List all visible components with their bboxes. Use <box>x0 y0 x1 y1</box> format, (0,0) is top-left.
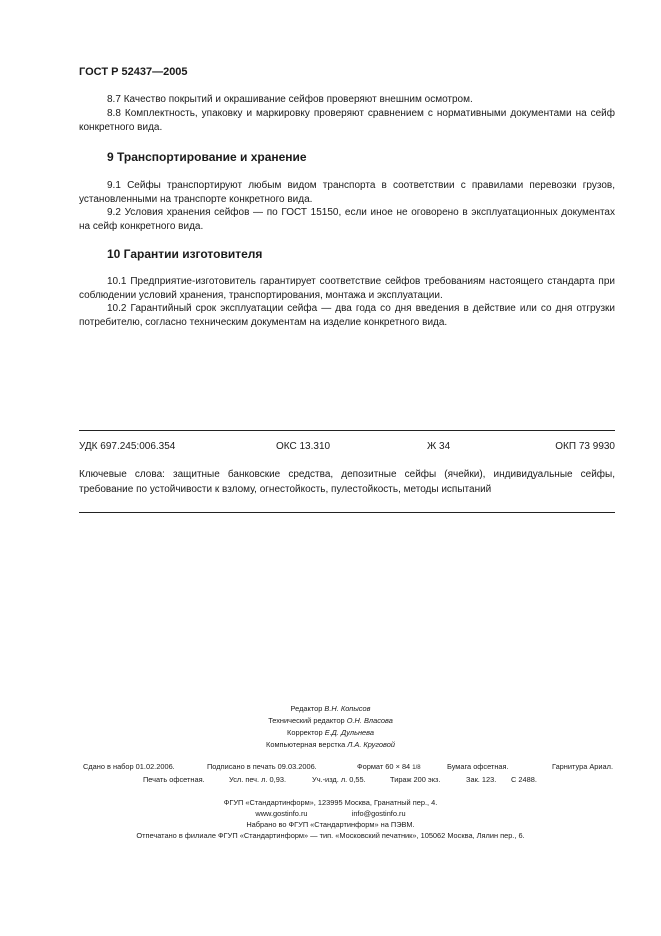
paragraph-9-1 <box>79 179 615 206</box>
imprint-corrector <box>0 728 661 737</box>
paragraph-number: 9.2 <box>107 207 121 218</box>
publisher-contacts <box>0 809 661 818</box>
paragraph-text: Комплектность, упаковку и маркировку проверяют сравнением с нормативными документами на сейф конкретного вида. <box>79 108 616 133</box>
paragraph-text: Условия хранения сейфов — по ГОСТ 15150, если иное не оговорено в эксплуатационных документах на сейф конкретного вида. <box>79 207 615 232</box>
circulation: Тираж 200 экз. <box>390 775 441 784</box>
printed-note: Отпечатано в филиале ФГУП «Стандартинформ» — тип. «Московский печатник», 105062 Москва, Лялин пер., 6. <box>136 831 525 840</box>
udk-code: УДК 697.245:006.354 <box>79 441 176 452</box>
imprint-print-line-2 <box>83 775 613 785</box>
tech-editor-name: О.Н. Власова <box>346 716 393 725</box>
paragraph-8-7 <box>79 93 615 107</box>
tech-editor-label: Технический редактор <box>268 716 345 725</box>
paragraph-10-1 <box>79 275 615 302</box>
editor-name: В.Н. Копысов <box>324 704 371 713</box>
divider-top <box>79 430 615 431</box>
paragraph-text: Предприятие-изготовитель гарантирует соответствие сейфов требованиям настоящего стандарта при соблюдении условий хранения, транспортирования, монтажа и эксплуатации. <box>79 276 615 301</box>
paragraph-8-8 <box>79 107 615 134</box>
keywords: Ключевые слова: защитные банковские средства, депозитные сейфы (ячейки), индивидуальные сейфы, требование по устойчивости к взлому, огнестойкость, пулестойкость, методы испытаний <box>79 469 615 495</box>
typeset-note: Набрано во ФГУП «Стандартинформ» на ПЭВМ. <box>246 820 415 829</box>
paper-type: Бумага офсетная. <box>447 762 509 771</box>
imprint-layout <box>0 740 661 749</box>
editor-label: Редактор <box>290 704 323 713</box>
print-type: Печать офсетная. <box>143 775 205 784</box>
layout-label: Компьютерная верстка <box>266 740 346 749</box>
paper-format: Формат 60 × 84 1/8 <box>357 762 421 771</box>
imprint-tech-editor <box>0 716 661 725</box>
paragraph-text: Гарантийный срок эксплуатации сейфа — два года со дня введения в действие или со дня отгрузки потребителю, согласно техническим документам на изделие конкретного вида. <box>79 303 615 328</box>
imprint-editor <box>0 704 661 713</box>
publisher-address: ФГУП «Стандартинформ», 123995 Москва, Гранатный пер., 4. <box>223 798 438 807</box>
print-sheets: Усл. печ. л. 0,93. <box>229 775 286 784</box>
oks-code: ОКС 13.310 <box>276 441 331 452</box>
section-title-10: 10 Гарантии изготовителя <box>107 247 263 261</box>
typeface: Гарнитура Ариал. <box>551 762 613 771</box>
website-link[interactable]: www.gostinfo.ru <box>255 809 308 818</box>
c-number: С 2488. <box>511 775 537 784</box>
corrector-label: Корректор <box>287 728 323 737</box>
paragraph-text: Качество покрытий и окрашивание сейфов проверяют внешним осмотром. <box>123 94 473 105</box>
paragraph-text: Сейфы транспортируют любым видом транспорта в соответствии с правилами перевозки грузов, установленными на транспорте конкретного вида. <box>79 180 616 205</box>
signed-to-print: Подписано в печать 09.03.2006. <box>207 762 317 771</box>
section-title-9: 9 Транспортирование и хранение <box>107 150 307 164</box>
paragraph-number: 8.7 <box>107 94 121 105</box>
classification-codes <box>79 441 615 455</box>
email-link[interactable]: info@gostinfo.ru <box>351 809 406 818</box>
publ-sheets: Уч.-изд. л. 0,55. <box>312 775 366 784</box>
paragraph-number: 10.1 <box>107 276 127 287</box>
paragraph-number: 9.1 <box>107 180 121 191</box>
zh-code: Ж 34 <box>427 441 451 452</box>
order-number: Зак. 123. <box>466 775 497 784</box>
paragraph-10-2 <box>79 302 615 329</box>
imprint-print-line-1 <box>83 762 613 772</box>
divider-bottom <box>79 512 615 513</box>
paragraph-number: 8.8 <box>107 108 121 119</box>
okp-code: ОКП 73 9930 <box>555 441 615 452</box>
document-header-code: ГОСТ Р 52437—2005 <box>79 66 188 78</box>
layout-name: Л.А. Круговой <box>347 740 395 749</box>
paragraph-number: 10.2 <box>107 303 127 314</box>
corrector-name: Е.Д. Дульнева <box>324 728 374 737</box>
format-fraction: 1/8 <box>412 765 421 771</box>
sent-to-set: Сдано в набор 01.02.2006. <box>83 762 175 771</box>
paragraph-9-2 <box>79 206 615 233</box>
